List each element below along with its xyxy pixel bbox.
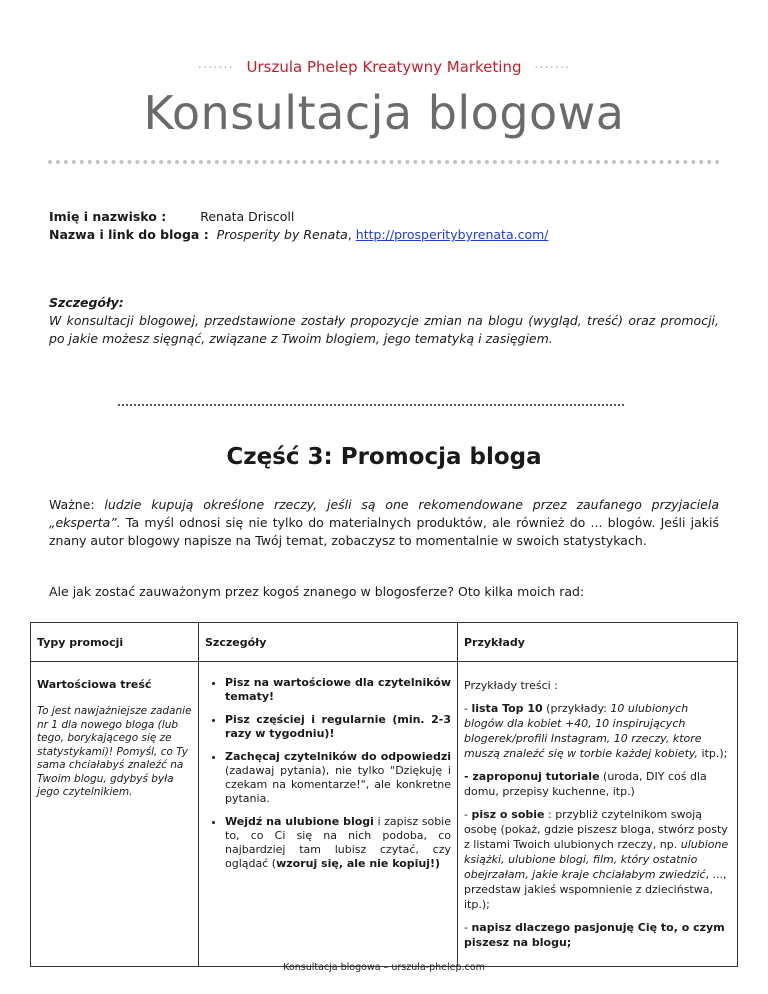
item-bold: Pisz na wartościowe dla czytelników tematy! [225,676,451,703]
dotted-divider [48,160,720,164]
blog-row [49,226,549,244]
type-cell [31,662,199,967]
item-bold: Pisz częściej i regularnie (min. 2-3 razy w tygodniu)! [225,713,451,740]
name-label: Imię i nazwisko : [49,209,167,224]
dots-right: ······· [534,61,571,76]
example-passion: - napisz dlaczego pasjonuję Cię to, o czym piszesz na blogu; [464,921,725,949]
list-item [225,713,451,741]
header-types: Typy promocji [31,623,199,662]
item-text: (zadawaj pytania), nie tylko "Dziękuję i czekam na komentarze!", ale konkretne pytania. [225,764,451,805]
brand-header [0,58,768,76]
question-text: Ale jak zostać zauważonym przez kogoś znanego w blogosferze? Oto kilka moich rad: [49,584,585,599]
header-details: Szczegóły [199,623,458,662]
section-title: Część 3: Promocja bloga [226,444,542,470]
list-item [225,750,451,806]
details-cell [199,662,458,967]
dots-left: ······· [197,61,234,76]
item-bold-note: wzoruj się, ale nie kopiuj!) [276,857,441,870]
intro-paragraph [49,496,719,550]
dotted-separator [118,404,624,406]
item-text: i zapisz sobie to, co Ci się na nich podoba, co najbardziej tam lubisz czytać, czy oglądać ( [225,815,452,870]
example-tutorials: - zaproponuj tutoriale (uroda, DIY coś dla domu, przepisy kuchenne, itp.) [464,770,707,798]
examples-intro: Przykłady treści : [464,679,558,692]
item-bold: Zachęcaj czytelników do odpowiedzi [225,750,451,763]
blog-label: Nazwa i link do bloga : [49,227,209,242]
details-list [203,676,451,871]
type-title: Wartościowa treść [37,678,152,691]
intro-italic: ludzie kupują określone rzeczy, jeśli są one rekomendowane przez zaufanego przyjaciela „eksperta”. [49,497,719,530]
details-label: Szczegóły: [49,295,124,310]
type-description: To jest nawjażniejsze zadanie nr 1 dla nowego bloga (lub tego, borykającego się ze statystykami)! Pomyśl, co Ty sama chciałabyś znaleźć na Twoim blogu, gdybyś była jego czytelnikiem. [37,705,192,798]
blog-link[interactable]: http://prosperitybyrenata.com/ [355,227,549,242]
list-item [225,676,451,704]
item-bold: Wejdź na ulubione blogi [225,815,374,828]
example-about-me: - pisz o sobie : przybliż czytelnikom swoją osobę (pokaż, gdzie piszesz bloga, stwórz posty z listami Twoich ulubionych rzeczy, np. ulubione książki, ulubione blogi, film, który ostatnio obejrzałam, jakie kraje chciałabym zwiedzić, ..., przedstaw jakieś wspomnienie z dzieciństwa, itp.); [464,808,729,911]
details-block [49,294,719,348]
blog-name: Prosperity by Renata [216,227,348,242]
name-value: Renata Driscoll [200,209,295,224]
details-text: W konsultacji blogowej, przedstawione zostały propozycje zmian na blogu (wygląd, treść) oraz promocji, po jakie możesz sięgnąć, związane z Twoim blogiem, jego tematyką i zasięgiem. [49,313,719,346]
examples-cell [458,662,738,967]
list-item [225,815,451,871]
brand-name: Urszula Phelep Kreatywny Marketing [246,58,522,76]
document-title: Konsultacja blogowa [143,86,625,140]
example-top10: - lista Top 10 (przykłady: 10 ulubionych blogów dla kobiet +40, 10 inspirujących blogerek/profili Instagram, 10 rzeczy, ktore muszą znaleźć się w torbie każdej kobiety, itp.); [464,702,728,760]
page-footer: Konsultacja blogowa – urszula-phelep.com [283,962,485,973]
table-header-row [31,623,738,662]
intro-rest: Ta myśl odnosi się nie tylko do materialnych produktów, ale również do ... blogów. Jeśli jakiś znany autor blogowy napisze na Twój temat, zobaczysz to momentalnie w swoich statystykach. [49,515,719,548]
table-row [31,662,738,967]
header-examples: Przykłady [458,623,738,662]
client-info [49,208,549,244]
promotion-table [30,622,738,967]
name-row [49,208,549,226]
intro-lead: Ważne: [49,497,105,512]
blog-separator: , [347,227,356,242]
